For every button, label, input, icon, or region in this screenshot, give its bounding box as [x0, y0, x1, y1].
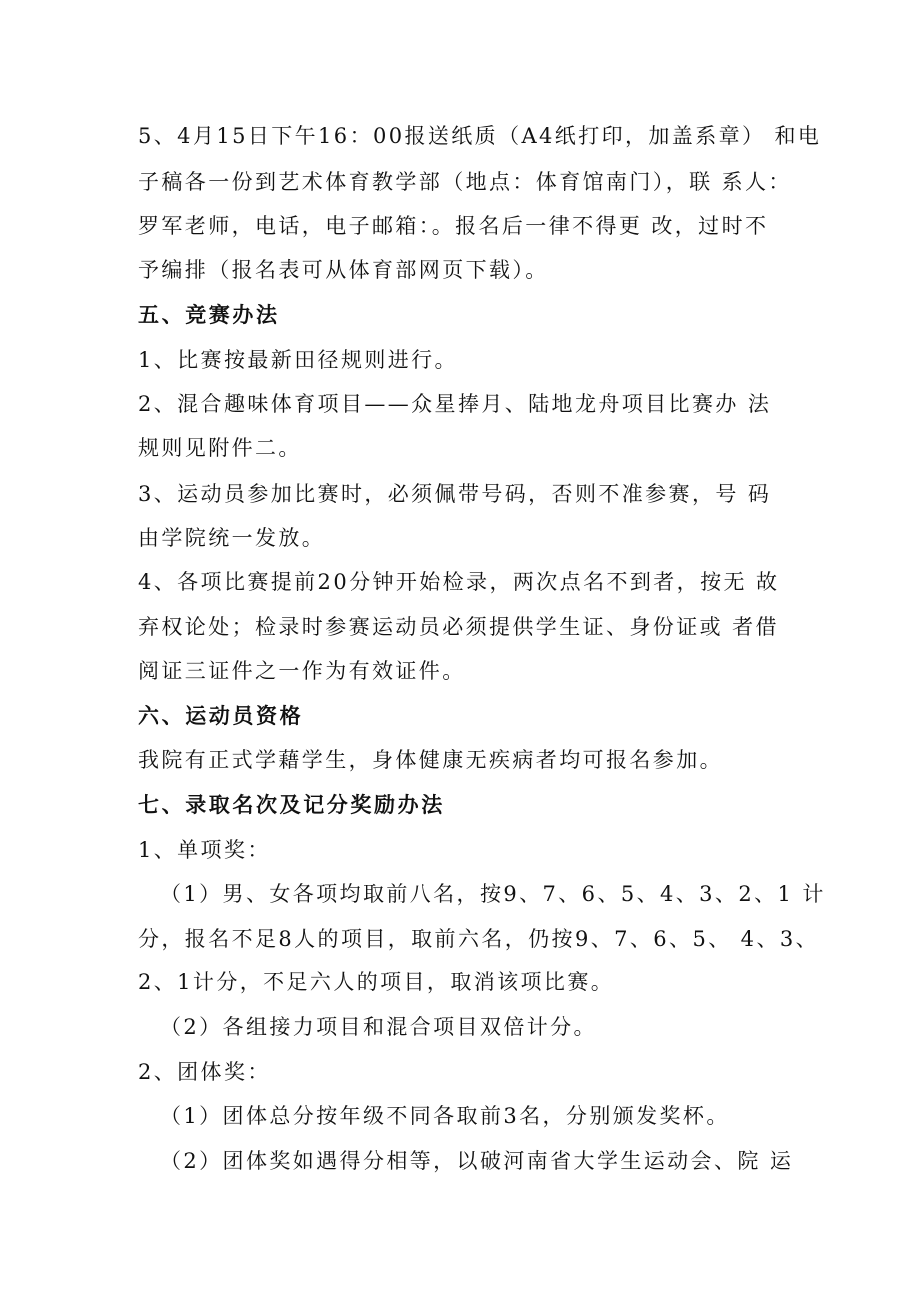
- text-line: （2）各组接力项目和混合项目双倍计分。: [160, 1015, 597, 1039]
- text-line: （2）团体奖如遇得分相等，以破河南省大学生运动会、院 运: [160, 1149, 794, 1173]
- text-line: 1、单项奖：: [138, 838, 271, 862]
- text-line: 2、混合趣味体育项目——众星捧月、陆地龙舟项目比赛办 法: [138, 392, 772, 416]
- text-line: 我院有正式学藉学生，身体健康无疾病者均可报名参加。: [138, 748, 723, 772]
- text-line: 4、各项比赛提前20分钟开始检录，两次点名不到者，按无 故: [138, 570, 780, 594]
- text-line: 2、1计分，不足六人的项目，取消该项比赛。: [138, 970, 615, 994]
- text-line: （1）团体总分按年级不同各取前3名，分别颁发奖杯。: [160, 1104, 730, 1128]
- text-line: 1、比赛按最新田径规则进行。: [138, 348, 458, 372]
- text-line: 2、团体奖：: [138, 1060, 271, 1084]
- text-line: 3、运动员参加比赛时，必须佩带号码，否则不准参赛，号 码: [138, 482, 772, 506]
- text-line: 子稿各一份到艺术体育教学部（地点：体育馆南门），联 系人：: [138, 170, 792, 194]
- section-heading: 六、运动员资格: [138, 704, 304, 728]
- text-line: 弃权论处；检录时参赛运动员必须提供学生证、身份证或 者借: [138, 615, 779, 639]
- text-line: （1）男、女各项均取前八名，按9、7、6、5、4、3、2、1 计: [160, 882, 826, 906]
- text-line: 规则见附件二。: [138, 436, 302, 460]
- section-heading: 七、录取名次及记分奖励办法: [138, 793, 445, 817]
- text-line: 罗军老师，电话，电子邮箱：。报名后一律不得更 改，过时不: [138, 214, 769, 238]
- text-line: 由学院统一发放。: [138, 526, 326, 550]
- text-line: 阅证三证件之一作为有效证件。: [138, 659, 466, 683]
- section-heading: 五、竞赛办法: [138, 303, 280, 327]
- text-line: 5、4月15日下午16：00报送纸质（A4纸打印，加盖系章） 和电: [138, 124, 822, 148]
- text-line: 予编排（报名表可从体育部网页下载）。: [138, 258, 549, 282]
- text-line: 分，报名不足8人的项目，取前六名，仍按9、7、6、5、 4、3、: [138, 927, 819, 951]
